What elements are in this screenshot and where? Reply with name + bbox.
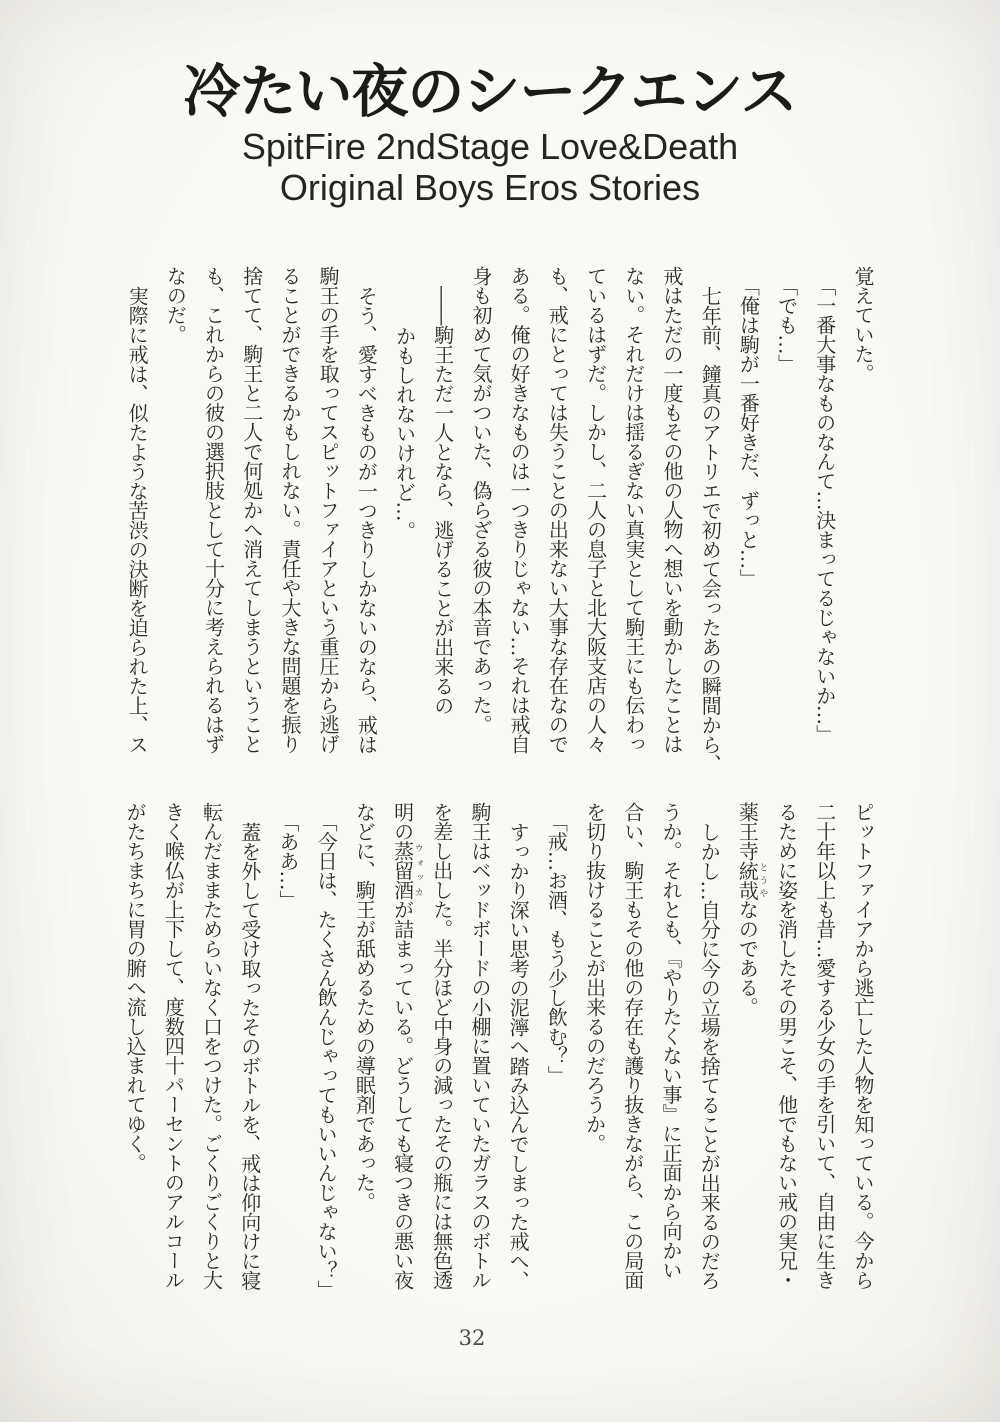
text-column: 明の蒸留酒ウォッカが詰まっている。どうしても寝つきの悪い夜	[390, 802, 423, 1290]
text-column: そう、愛すべきものが一つきりしかないのなら、戒は	[354, 286, 379, 754]
text-column: 覚えていた。	[851, 266, 875, 383]
text-column: 戒はただの一度もその他の人物へ想いを動かしたことは	[659, 266, 684, 754]
text-column: るために姿を消したその男こそ、他でもない戒の実兄・	[774, 802, 799, 1290]
text-column: 七年前、鐘真のアトリエで初めて会ったあの瞬間から、	[698, 286, 723, 774]
text-column: 「ああ…」	[275, 812, 300, 910]
text-column: 駒王はベッドボードの小棚に置いていたガラスのボトル	[467, 802, 492, 1290]
text-column: 「一番大事なものなんて…決まってるじゃないか…」	[812, 276, 837, 744]
text-column: 「戒…お酒、もう少し飲む？」	[544, 812, 569, 1085]
text-column: ピットファイアから逃亡した人物を知っている。今から	[851, 802, 875, 1290]
text-column: きく喉仏が上下して、度数四十パーセントのアルコール	[161, 802, 186, 1290]
text-column: 実際に戒は、似たような苦渋の決断を迫られた上、ス	[125, 286, 150, 754]
text-column: すっかり深い思考の泥濘へ踏み込んでしまった戒へ、	[506, 822, 531, 1290]
text-column: 駒王の手を取ってスピットファイアという重圧から逃げ	[316, 266, 341, 754]
text-column: がたちまちに胃の腑へ流し込まれてゆく。	[123, 802, 148, 1173]
story-title: 冷たい夜のシークエンス	[183, 58, 797, 125]
text-column: ているはずだ。しかし、二人の息子と北大阪支店の人々	[583, 266, 608, 754]
text-column: 薬王寺統哉とうやなのである。	[735, 802, 768, 1017]
text-column: ――駒王ただ一人となら、逃げることが出来るの	[430, 286, 455, 715]
text-column: 蓋を外して受け取ったそのボトルを、戒は仰向けに寝	[237, 822, 262, 1290]
ruby-annotated-word: 統哉とうや	[735, 860, 768, 900]
text-column: を差し出した。半分ほど中身の減ったその瓶には無色透	[429, 802, 454, 1290]
text-column: ることができるかもしれない。責任や大きな問題を振り	[277, 266, 302, 754]
title-block	[15, 0, 965, 208]
text-column: しかし…自分に今の立場を捨てることが出来るのだろ	[697, 822, 722, 1290]
page-number: 32	[458, 1326, 486, 1350]
text-column: 身も初めて気がついた、偽らざる彼の本音であった。	[468, 266, 493, 734]
text-column: を切り抜けることが出来るのだろうか。	[582, 802, 607, 1153]
text-column: 捨てて、駒王と二人で何処かへ消えてしまうということ	[239, 266, 264, 754]
text-column: 合い、駒王もその他の存在も護り抜きながら、この局面	[620, 802, 645, 1290]
text-column: なのだ。	[163, 266, 188, 344]
text-column: 「でも…」	[774, 276, 799, 374]
text-column: などに、駒王が舐めるための導眠剤であった。	[352, 802, 377, 1212]
text-column: かもしれないけれど…。	[392, 326, 417, 541]
text-column: 「今日は、たくさん飲んじゃってもいいんじゃない？」	[314, 812, 339, 1300]
story-subtitle-line1: SpitFire 2ndStage Love&Death	[241, 126, 739, 168]
bottom-text-block	[118, 802, 882, 1330]
text-column: ない。それだけは揺るぎない真実として駒王にも伝わっ	[621, 266, 646, 754]
text-column: も、戒にとっては失うことの出来ない大事な存在なので	[545, 266, 570, 754]
ruby-annotated-word: 蒸留酒ウォッカ	[390, 841, 423, 900]
text-column: ある。俺の好きなものは一つきりじゃない…それは戒自	[507, 266, 532, 754]
top-text-block	[118, 266, 882, 788]
story-subtitle-line2: Original Boys Eros Stories	[279, 167, 701, 209]
text-column: 「俺は駒が一番好きだ、ずっと…」	[736, 276, 761, 588]
text-column: 転んだままためらいなく口をつけた。ごくりごくりと大	[199, 802, 224, 1290]
text-column: うか。それとも、『やりたくない事』に正面から向かい	[658, 802, 683, 1280]
text-column: 二十年以上も昔…愛する少女の手を引いて、自由に生き	[812, 802, 837, 1290]
text-column: も、これからの彼の選択肢として十分に考えられるはず	[201, 266, 226, 754]
